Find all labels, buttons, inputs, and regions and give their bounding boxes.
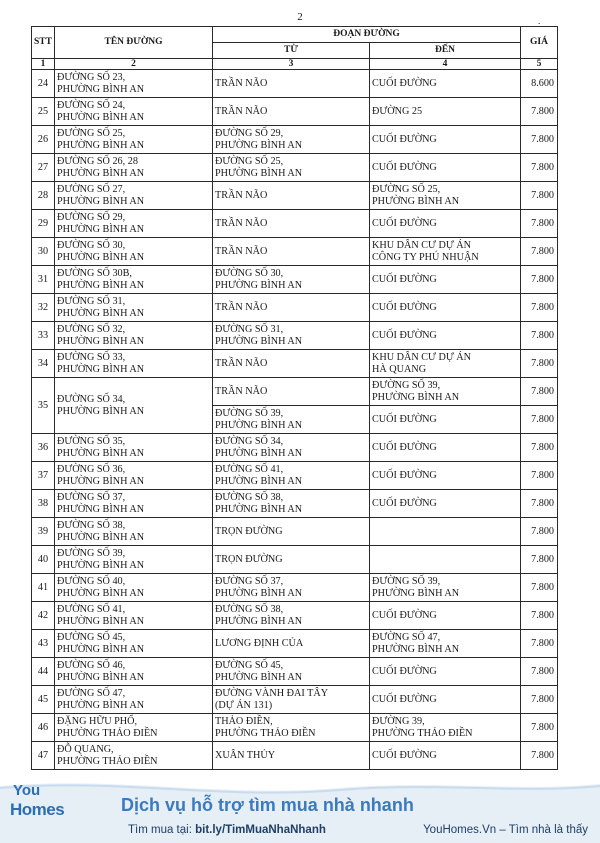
price-cell: 7.800 xyxy=(521,378,558,406)
cell-line: PHƯỜNG BÌNH AN xyxy=(57,531,145,543)
stt-cell: 37 xyxy=(32,462,55,490)
road-name-cell xyxy=(55,602,213,630)
price-cell: 7.800 xyxy=(521,406,558,434)
to-cell xyxy=(370,714,521,742)
price-cell: 7.800 xyxy=(521,294,558,322)
table-row xyxy=(32,714,558,742)
cell-line: ĐƯỜNG SỐ 25, xyxy=(57,128,126,139)
cell-line: TRẦN NÃO xyxy=(215,190,268,201)
from-cell xyxy=(213,434,370,462)
price-cell: 7.800 xyxy=(521,574,558,602)
to-cell xyxy=(370,658,521,686)
from-cell xyxy=(213,574,370,602)
cell-line: PHƯỜNG BÌNH AN xyxy=(215,671,303,683)
cell-line: ĐƯỜNG SỐ 24, xyxy=(57,100,126,111)
cell-line: ĐƯỜNG SỐ 39, xyxy=(372,380,441,391)
stt-cell: 31 xyxy=(32,266,55,294)
table-row xyxy=(32,294,558,322)
to-cell xyxy=(370,350,521,378)
table-row xyxy=(32,602,558,630)
cell-line: ĐƯỜNG SỐ 41, xyxy=(215,464,284,475)
road-name-cell xyxy=(55,350,213,378)
cell-line: TRẦN NÃO xyxy=(215,302,268,313)
from-cell xyxy=(213,70,370,98)
price-cell: 7.800 xyxy=(521,266,558,294)
price-cell: 7.800 xyxy=(521,350,558,378)
cell-line: ĐƯỜNG SỐ 26, 28 xyxy=(57,156,138,167)
cell-line: TRẦN NÃO xyxy=(215,218,268,229)
cell-line: PHƯỜNG BÌNH AN xyxy=(215,587,303,599)
price-cell: 7.800 xyxy=(521,462,558,490)
road-name-cell xyxy=(55,462,213,490)
page-number: 2 xyxy=(297,11,303,23)
from-cell xyxy=(213,154,370,182)
table-row xyxy=(32,546,558,574)
cell-line: CUỐI ĐƯỜNG xyxy=(372,442,437,453)
cell-line: PHƯỜNG BÌNH AN xyxy=(57,643,145,655)
table-row xyxy=(32,630,558,658)
cell-line: PHƯỜNG BÌNH AN xyxy=(57,363,145,375)
road-name-cell xyxy=(55,266,213,294)
cell-line: ĐƯỜNG SỐ 36, xyxy=(57,464,126,475)
cell-line: ĐỖ QUANG, xyxy=(57,744,114,755)
to-cell xyxy=(370,182,521,210)
to-cell xyxy=(370,154,521,182)
cell-line: PHƯỜNG BÌNH AN xyxy=(57,587,145,599)
cell-line: ĐƯỜNG SỐ 33, xyxy=(57,352,126,363)
table-row xyxy=(32,518,558,546)
cell-line: ĐƯỜNG SỐ 25, xyxy=(372,184,441,195)
stt-cell: 29 xyxy=(32,210,55,238)
cell-line: PHƯỜNG BÌNH AN xyxy=(372,587,460,599)
cell-line: ĐƯỜNG SỐ 29, xyxy=(57,212,126,223)
cell-line: PHƯỜNG BÌNH AN xyxy=(372,391,460,403)
to-cell xyxy=(370,322,521,350)
cell-line: ĐƯỜNG SỐ 47, xyxy=(57,688,126,699)
cell-line: ĐƯỜNG SỐ 27, xyxy=(57,184,126,195)
to-cell xyxy=(370,294,521,322)
cell-line: TRẦN NÃO xyxy=(215,386,268,397)
to-cell xyxy=(370,70,521,98)
header-ten-duong: TÊN ĐƯỜNG xyxy=(55,27,213,59)
cell-line: PHƯỜNG BÌNH AN xyxy=(215,419,303,431)
cell-line: ĐƯỜNG SỐ 38, xyxy=(215,604,284,615)
to-cell xyxy=(370,462,521,490)
cell-line: ĐƯỜNG SỐ 38, xyxy=(215,492,284,503)
from-cell xyxy=(213,714,370,742)
stt-cell: 33 xyxy=(32,322,55,350)
from-cell xyxy=(213,126,370,154)
cell-line: PHƯỜNG BÌNH AN xyxy=(215,475,303,487)
road-name-cell xyxy=(55,490,213,518)
cell-line: CUỐI ĐƯỜNG xyxy=(372,330,437,341)
cell-line: ĐƯỜNG VÀNH ĐAI TÂY xyxy=(215,688,329,699)
table-row xyxy=(32,574,558,602)
to-cell xyxy=(370,602,521,630)
road-name-cell xyxy=(55,686,213,714)
cell-line: (DỰ ÁN 131) xyxy=(215,699,273,711)
stt-cell: 28 xyxy=(32,182,55,210)
price-cell: 7.800 xyxy=(521,210,558,238)
cell-line: ĐƯỜNG SỐ 25, xyxy=(215,156,284,167)
cell-line: KHU DÂN CƯ DỰ ÁN xyxy=(372,240,472,251)
to-cell xyxy=(370,546,521,574)
cell-line: PHƯỜNG BÌNH AN xyxy=(372,643,460,655)
table-row xyxy=(32,266,558,294)
cell-line: PHƯỜNG BÌNH AN xyxy=(57,139,145,151)
cell-line: PHƯỜNG THẢO ĐIỀN xyxy=(57,755,158,767)
price-cell: 7.800 xyxy=(521,98,558,126)
youhomes-logo[interactable] xyxy=(10,778,80,832)
to-cell xyxy=(370,742,521,770)
cell-line: HÀ QUANG xyxy=(372,363,427,375)
road-name-cell xyxy=(55,518,213,546)
stt-cell: 34 xyxy=(32,350,55,378)
road-name-cell xyxy=(55,658,213,686)
cell-line: CUỐI ĐƯỜNG xyxy=(372,218,437,229)
to-cell xyxy=(370,238,521,266)
road-name-cell xyxy=(55,742,213,770)
cell-line: PHƯỜNG THẢO ĐIỀN xyxy=(215,727,316,739)
road-name-cell xyxy=(55,714,213,742)
cell-line: PHƯỜNG BÌNH AN xyxy=(57,111,145,123)
stt-cell: 30 xyxy=(32,238,55,266)
table-row xyxy=(32,322,558,350)
cell-line: PHƯỜNG BÌNH AN xyxy=(215,167,303,179)
cell-line: PHƯỜNG BÌNH AN xyxy=(57,83,145,95)
cell-line: ĐƯỜNG SỐ 38, xyxy=(57,520,126,531)
from-cell xyxy=(213,742,370,770)
cell-line: PHƯỜNG BÌNH AN xyxy=(215,335,303,347)
cell-line: ĐƯỜNG SỐ 34, xyxy=(57,394,126,405)
from-cell xyxy=(213,602,370,630)
price-cell: 7.800 xyxy=(521,322,558,350)
price-cell: 7.800 xyxy=(521,126,558,154)
road-name-cell xyxy=(55,238,213,266)
price-cell: 7.800 xyxy=(521,686,558,714)
logo-text-you: You xyxy=(13,782,41,799)
from-cell xyxy=(213,238,370,266)
price-cell: 7.800 xyxy=(521,602,558,630)
stt-cell: 24 xyxy=(32,70,55,98)
road-name-cell xyxy=(55,546,213,574)
column-index: 5 xyxy=(521,59,558,70)
road-name-cell xyxy=(55,574,213,602)
cell-line: ĐƯỜNG SỐ 35, xyxy=(57,436,126,447)
cell-line: ĐƯỜNG SỐ 39, xyxy=(372,576,441,587)
price-cell: 7.800 xyxy=(521,546,558,574)
cell-line: PHƯỜNG BÌNH AN xyxy=(372,195,460,207)
from-cell xyxy=(213,490,370,518)
road-name-cell xyxy=(55,98,213,126)
cell-line: ĐƯỜNG SỐ 41, xyxy=(57,604,126,615)
cell-line: LƯƠNG ĐỊNH CỦA xyxy=(215,638,304,649)
cell-line: TRẦN NÃO xyxy=(215,106,268,117)
cell-line: ĐƯỜNG SỐ 30, xyxy=(215,268,284,279)
search-link[interactable]: bit.ly/TimMuaNhaNhanh xyxy=(195,824,326,836)
stt-cell: 47 xyxy=(32,742,55,770)
stt-cell: 45 xyxy=(32,686,55,714)
price-cell: 7.800 xyxy=(521,630,558,658)
to-cell xyxy=(370,126,521,154)
to-cell xyxy=(370,630,521,658)
price-cell: 7.800 xyxy=(521,490,558,518)
table-row xyxy=(32,154,558,182)
stt-cell: 44 xyxy=(32,658,55,686)
to-cell xyxy=(370,574,521,602)
road-name-cell xyxy=(55,182,213,210)
from-cell xyxy=(213,546,370,574)
table-row xyxy=(32,378,558,406)
table-row xyxy=(32,98,558,126)
stt-cell: 35 xyxy=(32,378,55,434)
road-name-cell xyxy=(55,434,213,462)
table-row xyxy=(32,182,558,210)
from-cell xyxy=(213,98,370,126)
cell-line: ĐƯỜNG SỐ 45, xyxy=(57,632,126,643)
cell-line: TRẦN NÃO xyxy=(215,246,268,257)
road-name-cell xyxy=(55,70,213,98)
cell-line: ĐƯỜNG SỐ 34, xyxy=(215,436,284,447)
road-price-table xyxy=(31,26,558,770)
cell-line: ĐƯỜNG SỐ 31, xyxy=(57,296,126,307)
cell-line: ĐƯỜNG SỐ 37, xyxy=(57,492,126,503)
table-row xyxy=(32,210,558,238)
cell-line: PHƯỜNG BÌNH AN xyxy=(215,615,303,627)
from-cell xyxy=(213,378,370,406)
from-cell xyxy=(213,182,370,210)
stt-cell: 32 xyxy=(32,294,55,322)
from-cell xyxy=(213,518,370,546)
road-name-cell xyxy=(55,154,213,182)
stt-cell: 42 xyxy=(32,602,55,630)
to-cell xyxy=(370,518,521,546)
cell-line: PHƯỜNG BÌNH AN xyxy=(57,167,145,179)
road-name-cell xyxy=(55,126,213,154)
stt-cell: 43 xyxy=(32,630,55,658)
table-row xyxy=(32,70,558,98)
cell-line: CUỐI ĐƯỜNG xyxy=(372,274,437,285)
cell-line: TRẦN NÃO xyxy=(215,358,268,369)
column-index: 3 xyxy=(213,59,370,70)
cell-line: PHƯỜNG THẢO ĐIỀN xyxy=(57,727,158,739)
cell-line: ĐƯỜNG SỐ 47, xyxy=(372,632,441,643)
from-cell xyxy=(213,462,370,490)
from-cell xyxy=(213,266,370,294)
price-cell: 7.800 xyxy=(521,154,558,182)
cell-line: PHƯỜNG BÌNH AN xyxy=(57,195,145,207)
cell-line: XUÂN THỦY xyxy=(215,750,276,761)
header-doan-duong: ĐOẠN ĐƯỜNG xyxy=(213,27,521,43)
from-cell xyxy=(213,350,370,378)
cell-line: CUỐI ĐƯỜNG xyxy=(372,750,437,761)
cell-line: ĐƯỜNG SỐ 46, xyxy=(57,660,126,671)
cell-line: PHƯỜNG BÌNH AN xyxy=(57,335,145,347)
table-row xyxy=(32,350,558,378)
road-name-cell xyxy=(55,378,213,434)
cell-line: ĐƯỜNG SỐ 31, xyxy=(215,324,284,335)
table-body xyxy=(32,70,558,770)
cell-line: ĐẶNG HỮU PHỔ, xyxy=(57,716,138,727)
cell-line: PHƯỜNG BÌNH AN xyxy=(57,559,145,571)
cell-line: ĐƯỜNG 25 xyxy=(372,106,423,117)
cell-line: CUỐI ĐƯỜNG xyxy=(372,134,437,145)
header-den: ĐẾN xyxy=(370,43,521,59)
cell-line: PHƯỜNG BÌNH AN xyxy=(215,279,303,291)
stt-cell: 40 xyxy=(32,546,55,574)
cell-line: KHU DÂN CƯ DỰ ÁN xyxy=(372,352,472,363)
from-cell xyxy=(213,658,370,686)
header-tu: TỪ xyxy=(213,43,370,59)
stt-cell: 46 xyxy=(32,714,55,742)
cell-line: CUỐI ĐƯỜNG xyxy=(372,610,437,621)
price-cell: 7.800 xyxy=(521,434,558,462)
cell-line: CUỐI ĐƯỜNG xyxy=(372,162,437,173)
table-row xyxy=(32,434,558,462)
cell-line: PHƯỜNG THẢO ĐIỀN xyxy=(372,727,473,739)
stt-cell: 41 xyxy=(32,574,55,602)
to-cell xyxy=(370,490,521,518)
to-cell xyxy=(370,98,521,126)
to-cell xyxy=(370,686,521,714)
cell-line: PHƯỜNG BÌNH AN xyxy=(215,447,303,459)
cell-line: CUỐI ĐƯỜNG xyxy=(372,302,437,313)
cell-line: ĐƯỜNG SỐ 30B, xyxy=(57,268,132,279)
table-row xyxy=(32,238,558,266)
cell-line: ĐƯỜNG SỐ 37, xyxy=(215,576,284,587)
cell-line: THẢO ĐIỀN, xyxy=(215,716,273,727)
price-cell: 7.800 xyxy=(521,238,558,266)
road-name-cell xyxy=(55,210,213,238)
table-row xyxy=(32,462,558,490)
cell-line: PHƯỜNG BÌNH AN xyxy=(57,223,145,235)
to-cell xyxy=(370,266,521,294)
cell-line: TRỌN ĐƯỜNG xyxy=(215,526,283,537)
column-index: 4 xyxy=(370,59,521,70)
to-cell xyxy=(370,434,521,462)
cell-line: PHƯỜNG BÌNH AN xyxy=(57,475,145,487)
cell-line: ĐƯỜNG SỐ 30, xyxy=(57,240,126,251)
cell-line: ĐƯỜNG SỐ 40, xyxy=(57,576,126,587)
logo-text-homes: Homes xyxy=(10,800,65,819)
stt-cell: 36 xyxy=(32,434,55,462)
from-cell xyxy=(213,294,370,322)
cell-line: CUỐI ĐƯỜNG xyxy=(372,498,437,509)
table-row xyxy=(32,742,558,770)
cell-line: PHƯỜNG BÌNH AN xyxy=(57,447,145,459)
cell-line: ĐƯỜNG 39, xyxy=(372,716,425,727)
price-cell: 7.800 xyxy=(521,518,558,546)
cell-line: ĐƯỜNG SỐ 29, xyxy=(215,128,284,139)
cell-line: PHƯỜNG BÌNH AN xyxy=(57,251,145,263)
stt-cell: 25 xyxy=(32,98,55,126)
cell-line: PHƯỜNG BÌNH AN xyxy=(57,307,145,319)
cell-line: ĐƯỜNG SỐ 45, xyxy=(215,660,284,671)
cell-line: CUỐI ĐƯỜNG xyxy=(372,694,437,705)
cell-line: TRỌN ĐƯỜNG xyxy=(215,554,283,565)
column-index: 1 xyxy=(32,59,55,70)
stt-cell: 39 xyxy=(32,518,55,546)
cell-line: CUỐI ĐƯỜNG xyxy=(372,78,437,89)
stt-cell: 26 xyxy=(32,126,55,154)
table-row xyxy=(32,126,558,154)
price-cell: 7.800 xyxy=(521,742,558,770)
cell-line: ĐƯỜNG SỐ 32, xyxy=(57,324,126,335)
cell-line: CUỐI ĐƯỜNG xyxy=(372,414,437,425)
table-row xyxy=(32,490,558,518)
table-row xyxy=(32,686,558,714)
from-cell xyxy=(213,322,370,350)
cell-line: ĐƯỜNG SỐ 39, xyxy=(57,548,126,559)
cell-line: PHƯỜNG BÌNH AN xyxy=(215,503,303,515)
footer-search-line xyxy=(128,824,326,836)
road-name-cell xyxy=(55,294,213,322)
cell-line: TRẦN NÃO xyxy=(215,78,268,89)
cell-line: ĐƯỜNG SỐ 23, xyxy=(57,72,126,83)
search-label: Tìm mua tại: xyxy=(128,824,192,836)
cell-line: PHƯỜNG BÌNH AN xyxy=(57,279,145,291)
price-cell: 7.800 xyxy=(521,714,558,742)
from-cell xyxy=(213,630,370,658)
cell-line: PHƯỜNG BÌNH AN xyxy=(57,615,145,627)
from-cell xyxy=(213,406,370,434)
from-cell xyxy=(213,686,370,714)
footer-site-tag[interactable]: YouHomes.Vn – Tìm nhà là thấy xyxy=(423,824,588,836)
cell-line: CUỐI ĐƯỜNG xyxy=(372,666,437,677)
stt-cell: 27 xyxy=(32,154,55,182)
from-cell xyxy=(213,210,370,238)
to-cell xyxy=(370,378,521,406)
to-cell xyxy=(370,406,521,434)
column-index: 2 xyxy=(55,59,213,70)
header-stt: STT xyxy=(32,27,55,59)
cell-line: PHƯỜNG BÌNH AN xyxy=(57,699,145,711)
road-name-cell xyxy=(55,322,213,350)
cell-line: CÔNG TY PHÚ NHUẬN xyxy=(372,251,479,263)
cell-line: PHƯỜNG BÌNH AN xyxy=(57,503,145,515)
cell-line: PHƯỜNG BÌNH AN xyxy=(57,671,145,683)
stt-cell: 38 xyxy=(32,490,55,518)
header-gia: GIÁ xyxy=(521,27,558,59)
cell-line: ĐƯỜNG SỐ 39, xyxy=(215,408,284,419)
table-row xyxy=(32,658,558,686)
cell-line: CUỐI ĐƯỜNG xyxy=(372,470,437,481)
cell-line: PHƯỜNG BÌNH AN xyxy=(215,139,303,151)
price-cell: 8.600 xyxy=(521,70,558,98)
road-name-cell xyxy=(55,630,213,658)
cell-line: PHƯỜNG BÌNH AN xyxy=(57,405,145,417)
price-cell: 7.800 xyxy=(521,658,558,686)
to-cell xyxy=(370,210,521,238)
price-cell: 7.800 xyxy=(521,182,558,210)
scan-mark: . xyxy=(538,16,541,26)
footer-slogan: Dịch vụ hỗ trợ tìm mua nhà nhanh xyxy=(121,795,414,815)
